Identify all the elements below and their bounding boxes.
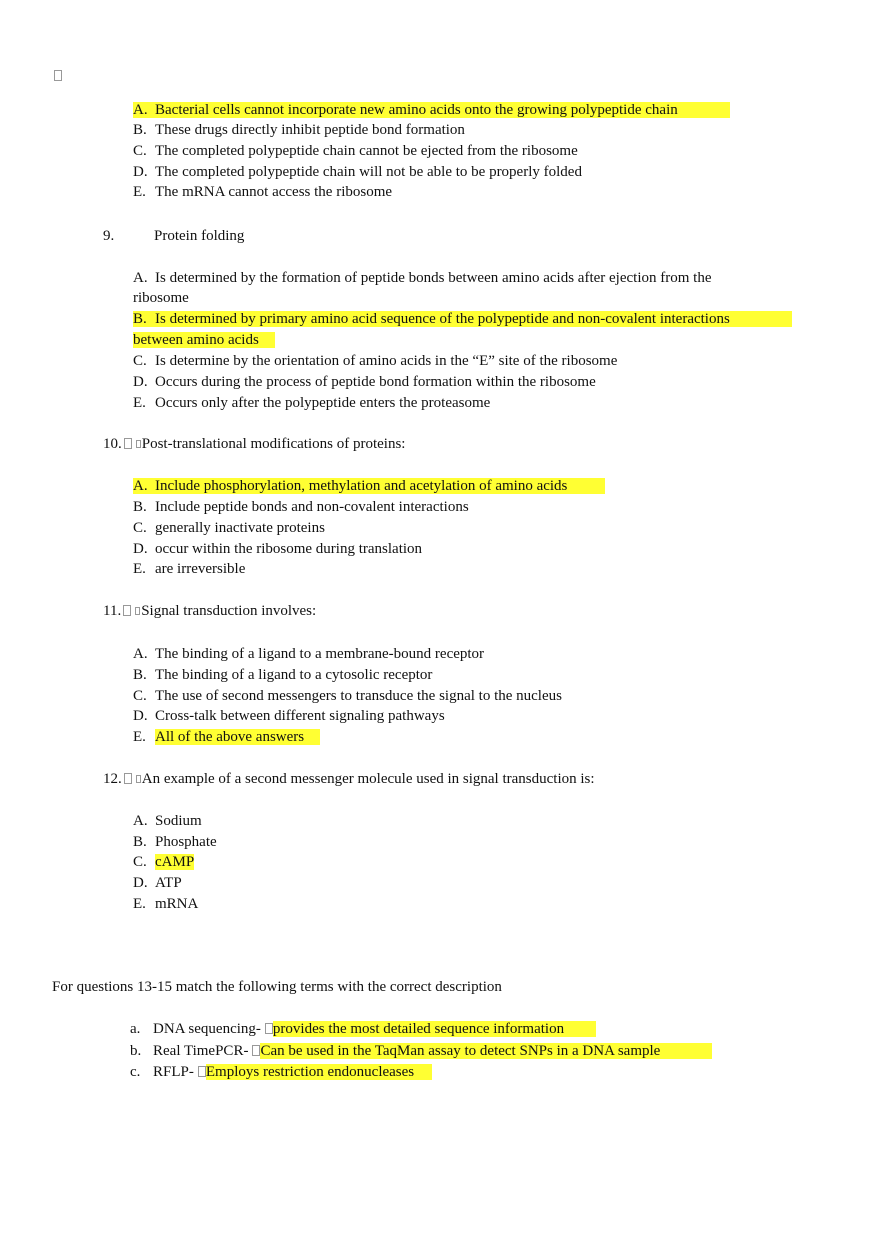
q10-option-c: C. generally inactivate proteins — [133, 520, 325, 536]
missing-glyph-icon — [123, 605, 131, 616]
q9-option-d: D. Occurs during the process of peptide bond formation within the ribosome — [133, 374, 596, 390]
q9-option-b: B. Is determined by primary amino acid sequence of the polypeptide and non-covalent interactions — [133, 309, 792, 329]
q12-question-line: 12. An example of a second messenger molecule used in signal transduction is: — [103, 771, 595, 787]
q10-question-line: 10. Post-translational modifications of proteins: — [103, 436, 406, 452]
q11-option-e: E. All of the above answers — [133, 727, 320, 747]
q8-option-e: E. The mRNA cannot access the ribosome — [133, 184, 393, 200]
q12-option-a: A. Sodium — [133, 813, 202, 829]
q11-question-line: 11. Signal transduction involves: — [103, 603, 317, 619]
q9-option-a: A. Is determined by the formation of peptide bonds between amino acids after ejection from the — [133, 270, 712, 286]
q11-option-c: C. The use of second messengers to transduce the signal to the nucleus — [133, 688, 562, 704]
q11-option-a: A. The binding of a ligand to a membrane-bound receptor — [133, 646, 485, 662]
q11-option-d: D. Cross-talk between different signaling pathways — [133, 708, 445, 724]
missing-glyph-icon — [54, 66, 62, 86]
q10-option-a: A. Include phosphorylation, methylation and acetylation of amino acids — [133, 476, 605, 496]
q8-option-b: B. These drugs directly inhibit peptide bond formation — [133, 122, 465, 138]
q8-option-a: A. Bacterial cells cannot incorporate new amino acids onto the growing polypeptide chain — [133, 100, 730, 120]
q8-option-d: D. The completed polypeptide chain will not be able to be properly folded — [133, 164, 582, 180]
q9-question: Protein folding — [154, 228, 245, 244]
missing-glyph-icon — [124, 773, 132, 784]
missing-glyph-icon — [265, 1023, 273, 1034]
q9-number: 9. — [103, 228, 115, 244]
q9-option-c: C. Is determine by the orientation of amino acids in the “E” site of the ribosome — [133, 353, 618, 369]
q11-option-b: B. The binding of a ligand to a cytosolic receptor — [133, 667, 433, 683]
q9-option-e: E. Occurs only after the polypeptide enters the proteasome — [133, 395, 491, 411]
q12-option-b: B. Phosphate — [133, 834, 217, 850]
q10-option-e: E. are irreversible — [133, 561, 246, 577]
match-instruction: For questions 13-15 match the following terms with the correct description — [52, 979, 502, 995]
missing-glyph-icon — [124, 438, 132, 449]
q12-option-d: D. ATP — [133, 875, 182, 891]
q12-option-e: E. mRNA — [133, 896, 199, 912]
missing-glyph-icon — [136, 775, 141, 783]
match-item-b: b. Real TimePCR- Can be used in the TaqMan assay to detect SNPs in a DNA sample — [130, 1041, 712, 1061]
missing-glyph-icon — [136, 440, 141, 448]
match-item-a: a. DNA sequencing- provides the most detailed sequence information — [130, 1019, 596, 1039]
q9-option-a-cont: ribosome — [133, 290, 189, 306]
q12-option-c: C. cAMP — [133, 854, 195, 870]
q10-option-b: B. Include peptide bonds and non-covalent interactions — [133, 499, 469, 515]
q8-option-c: C. The completed polypeptide chain cannot be ejected from the ribosome — [133, 143, 578, 159]
match-item-c: c. RFLP- Employs restriction endonucleases — [130, 1062, 432, 1082]
q10-option-d: D. occur within the ribosome during translation — [133, 541, 423, 557]
missing-glyph-icon — [198, 1066, 206, 1077]
q9-option-b-cont: between amino acids — [133, 330, 275, 350]
missing-glyph-icon — [135, 607, 140, 615]
